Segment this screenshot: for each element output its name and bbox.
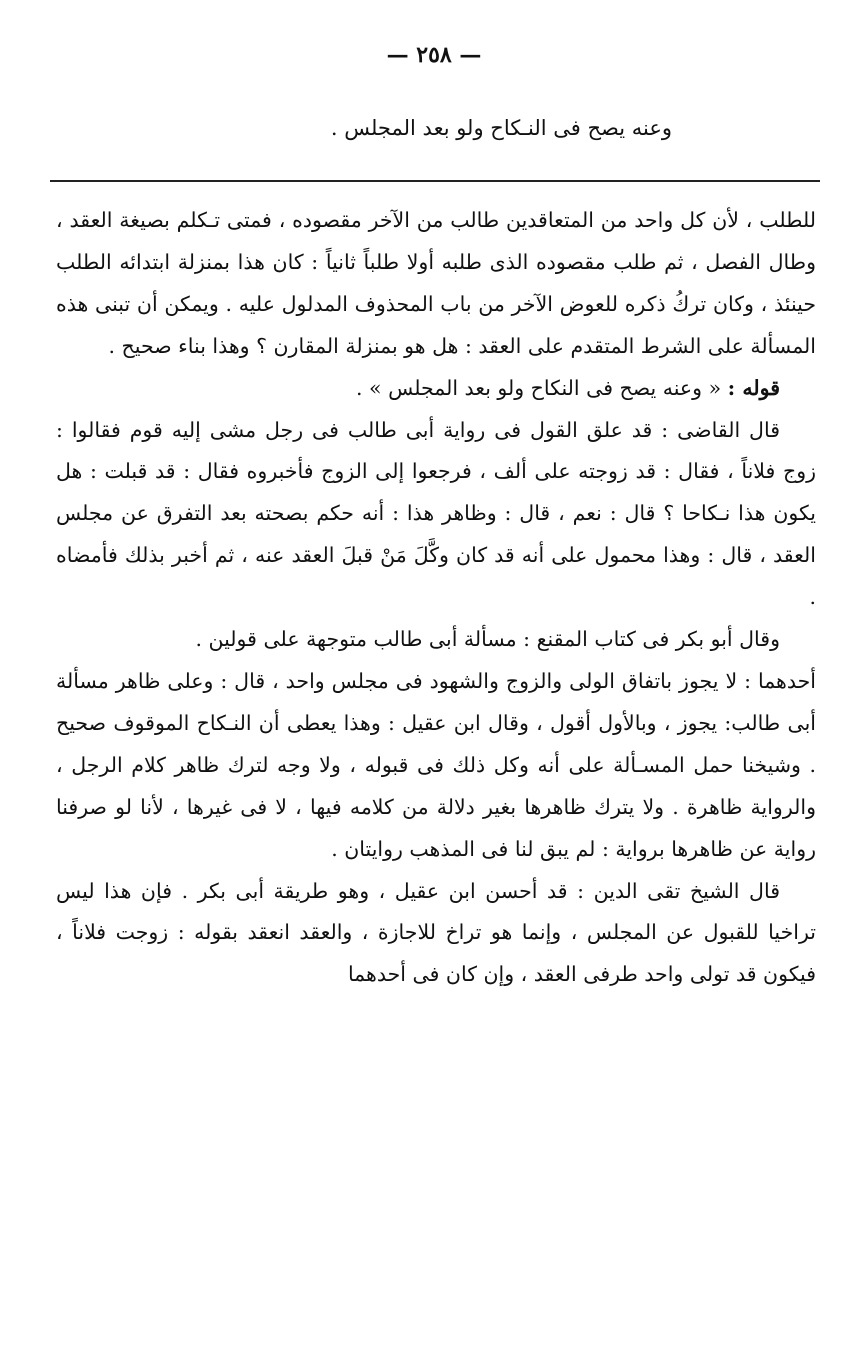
page-number: — ٢٥٨ — [386,42,482,68]
commentary-paragraph: أحدهما : لا يجوز باتفاق الولى والزوج والشهود فى مجلس واحد ، قال : وعلى ظاهر مسألة أبى طالب: يجوز ، وبالأول أقول ، وقال ابن عقيل : وهذا يعطى أن النـكاح الموقوف صحيح . وشيخنا حمل المسـألة على أنه وكل ذلك فى قبوله ، ولا وجه لترك ظاهر كلام الرجل ، والرواية ظاهرة . ولا يترك ظاهرها بغير دلالة من كلامه فيها ، لا فى غيرها ، لأنا لو صرفنا رواية عن ظاهرها برواية : لم يبق لنا فى المذهب روايتان . [56,668,816,861]
main-text: وعنه يصح فى النـكاح ولو بعد المجلس . [330,116,672,140]
commentary-paragraph: قال القاضى : قد علق القول فى رواية أبى طالب فى رجل مشى إليه قوم فقالوا : زوج فلاناً ، فقال : قد زوجته على ألف ، فرجعوا إلى الزوج فأخبروه فقال : قد قبلت : هل يكون هذا نـكاحا ؟ قال : نعم ، قال : وظاهر هذا : أنه حكم بصحته بعد التفرق عن مجلس العقد ، قال : وهذا محمول على أنه قد كان وكَّلَ مَنْ قبلَ العقد عنه ، ثم أخبر بذلك فأمضاه . [56,417,816,610]
quote-text: « وعنه يصح فى النكاح ولو بعد المجلس » . [355,375,722,400]
separator-line [50,180,820,182]
commentary-paragraph: وقال أبو بكر فى كتاب المقنع : مسألة أبى طالب متوجهة على قولين . [195,627,780,652]
quote-label: قوله : [727,375,780,400]
commentary [56,200,816,996]
commentary-paragraph: قال الشيخ تقى الدين : قد أحسن ابن عقيل ، وهو طريقة أبى بكر . فإن هذا ليس تراخيا للقبول عن المجلس ، وإنما هو تراخ للاجازة ، والعقد انعقد بقوله : زوجت فلاناً ، فيكون قد تولى واحد طرفى العقد ، وإن كان فى أحدهما [56,878,816,987]
commentary-paragraph: للطلب ، لأن كل واحد من المتعاقدين طالب من الآخر مقصوده ، فمتى تـكلم بصيغة العقد ، وطال الفصل ، ثم طلب مقصوده الذى طلبه أولا طلباً ثانياً : كان هذا بمنزلة ابتدائه الطلب حينئذ ، وكان تركُ ذكره للعوض الآخر من باب المحذوف المدلول عليه . ويمكن أن تبنى هذه المسألة على الشرط المتقدم على العقد : هل هو بمنزلة المقارن ؟ وهذا بناء صحيح . [56,208,816,358]
quote-paragraph [56,368,816,410]
